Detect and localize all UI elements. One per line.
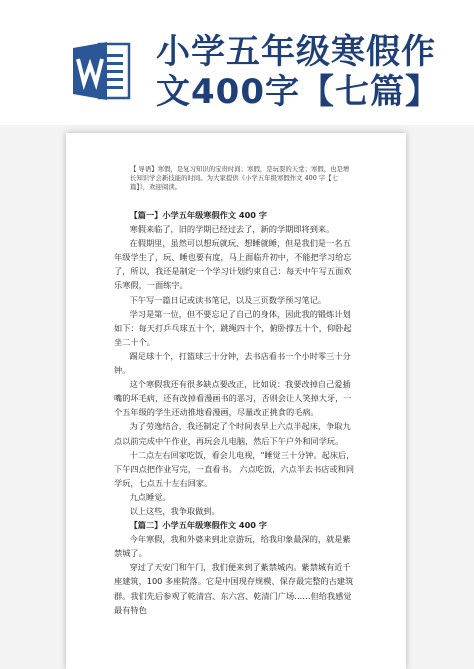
paragraph: 九点睡觉。 — [129, 491, 171, 502]
guide-paragraph: 【 导语】寒假，是复习知识的宝贵时间；寒假，是玩耍的天堂；寒假，也是增长知识学会新技能的时间。为大家提供《小学五年级寒假作文 400 字【七篇】》，欢迎阅读。 — [130, 165, 350, 191]
section-title: 【篇二】小学五年级寒假作文 400 字 — [129, 520, 267, 531]
paragraph: 寒假来临了，旧的学期已经过去了，新的学期即将到来。 — [129, 224, 335, 235]
title-line-1: 小学五年级寒假作 — [156, 32, 436, 72]
header-banner — [0, 0, 474, 128]
word-doc-icon — [73, 40, 131, 102]
document-body — [114, 165, 358, 617]
paragraph: 今年寒假，我和外婆来到北京游玩，给我印象最深的，就是紫禁城了。 — [114, 534, 351, 559]
paragraph: 下午写一篇日记或读书笔记，以及三页数学预习笔记。 — [129, 294, 327, 305]
title-line-2: 文400字【七篇】 — [156, 72, 440, 112]
paragraph: 在假期里，虽然可以想玩就玩、想睡就睡，但是我们是一名五年级学生了，玩、睡也要有度，马上面临升初中，不能把学习给忘了，所以，我还是制定一个学习计划约束自己：每天中午写五面欢乐寒假，一面练字。 — [114, 238, 352, 291]
paragraph: 这个寒假我还有很多缺点要改正，比如说：我要改掉自己爱插嘴的坏毛病，还有改掉看漫画书的恶习，否则会让人笑掉大牙，一个五年级的学生还动推地看漫画，尽量改正挑食的毛病。 — [114, 379, 352, 418]
paragraph: 穿过了天安门和午门，我们便来到了紫禁城内。紫禁城有近千座建筑，100 多座院落。它是中国现存规模、保存最完整的古建筑群。我们先后参观了乾清宫、东六宫、乾清门广场……但给我感觉最有特色 — [114, 562, 354, 615]
paragraph: 学习是第一位，但不要忘记了自己的身体，因此我的锻炼计划如下：每天打乒乓球五十个，跳绳四十个，俯卧撑五十个，仰卧起坐二十个。 — [114, 308, 352, 347]
page-title — [156, 32, 456, 112]
paragraph: 为了劳逸结合，我还制定了个时间表早上六点半起床，争取九点以前完成中午作业，再玩会儿电脑，然后下午户外和同学玩。 — [114, 421, 351, 446]
paragraph: 踢足球十个，打篮球三十分钟，去书店看书一个小时零三十分钟。 — [114, 350, 351, 376]
paragraph: 以上这些，我争取做到。 — [129, 505, 220, 516]
paragraph: 十二点左右回家吃饭，看会儿电视，"睡觉三十分钟。起床后，下午四点把作业写完，一直看书。 六点吃饭，六点半去书店或和同学玩，七点五十左右回家。 — [114, 449, 355, 488]
section-title: 【篇一】小学五年级寒假作文 400 字 — [129, 210, 267, 220]
